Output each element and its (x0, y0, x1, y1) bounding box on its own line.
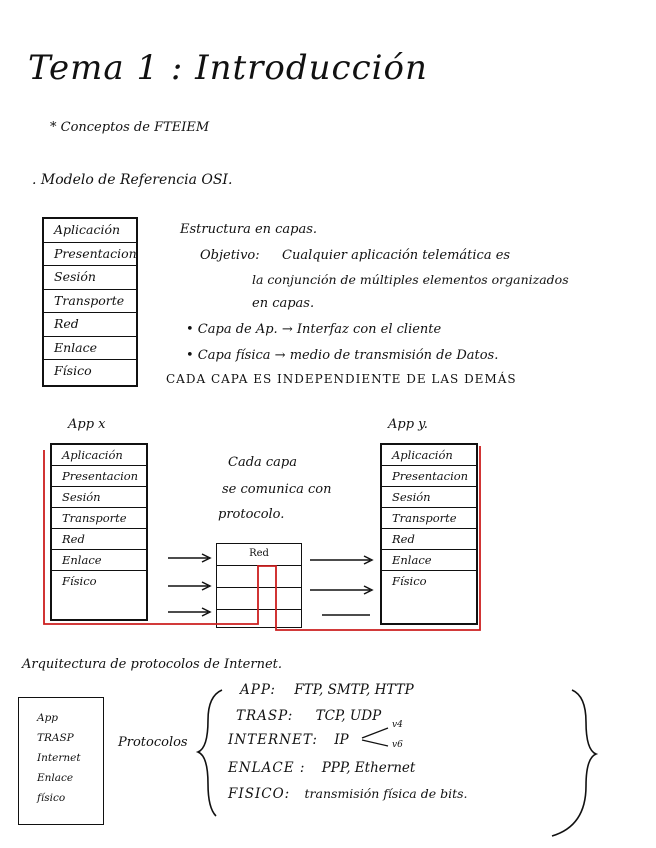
protocol-items: FTP, SMTP, HTTP (294, 682, 414, 698)
osi-layer: Enlace (382, 550, 476, 571)
app-x-label: App x (68, 417, 106, 432)
osi-layer: Presentacion (44, 243, 136, 267)
osi-layer: Transporte (44, 290, 136, 314)
osi-layer: Enlace (52, 550, 146, 571)
osi-layer: Enlace (44, 337, 136, 361)
osi-layer: Presentacion (382, 466, 476, 487)
protocol-row-app (240, 682, 414, 698)
osi-layer: Red (382, 529, 476, 550)
left-brace (198, 690, 222, 816)
osi-layer: Físico (392, 574, 427, 588)
note-estructura: Estructura en capas. (180, 222, 318, 237)
protocol-items: transmisión física de bits. (304, 786, 468, 801)
osi-heading: . Modelo de Referencia OSI. (32, 172, 233, 188)
osi-layer: Sesión (44, 266, 136, 290)
arch-layer: TRASP (37, 732, 74, 744)
osi-layer: Aplicación (382, 445, 476, 466)
ip-version-6: v6 (392, 740, 403, 750)
protocol-row-trasp (236, 708, 381, 724)
comm-note-1: Cada capa (228, 455, 298, 470)
osi-layer: Sesión (382, 487, 476, 508)
protocol-layer: TRASP: (236, 708, 294, 724)
osi-layer: Transporte (52, 508, 146, 529)
osi-layer: Aplicación (52, 445, 146, 466)
protocol-row-internet (228, 732, 349, 748)
osi-layer: Red (44, 313, 136, 337)
osi-layer: Transporte (382, 508, 476, 529)
protocol-items: TCP, UDP (315, 708, 382, 724)
note-objetivo-label: Objetivo: (200, 248, 260, 263)
right-brace (552, 690, 596, 836)
protocol-layer: ENLACE : (228, 760, 306, 776)
ip-version-4: v4 (392, 720, 403, 730)
osi-layer: Físico (62, 574, 97, 588)
arch-layer: Enlace (37, 772, 74, 784)
note-capa-ap: • Capa de Ap. → Interfaz con el cliente (186, 322, 442, 337)
protocol-layer: APP: (240, 682, 276, 698)
arch-layer: App (37, 712, 59, 724)
arch-layer: físico (37, 792, 66, 804)
protocol-layer: INTERNET: (228, 732, 318, 748)
arrows-right (310, 556, 372, 615)
ip-fork (362, 728, 388, 746)
protocol-items: IP (334, 732, 349, 748)
protocol-items: PPP, Ethernet (321, 760, 416, 776)
note-capa-fisica: • Capa física → medio de transmisión de Datos. (186, 348, 499, 363)
protocolos-label: Protocolos (118, 735, 188, 750)
osi-layer: Presentacion (52, 466, 146, 487)
comm-note-3: protocolo. (218, 507, 285, 522)
arrows-left (168, 554, 210, 616)
osi-layer: Aplicación (44, 219, 136, 243)
page-title: Tema 1 : Introducción (28, 48, 428, 88)
osi-layer: Sesión (52, 487, 146, 508)
arch-layer: Internet (37, 752, 81, 764)
red-route (44, 446, 480, 630)
note-independiente: CADA CAPA ES INDEPENDIENTE DE LAS DEMÁS (166, 372, 517, 386)
app-y-label: App y. (388, 417, 428, 432)
router-layer: Red (217, 544, 301, 566)
note-objetivo-1: Cualquier aplicación telemática es (282, 248, 511, 263)
protocol-row-enlace (228, 760, 415, 776)
osi-layer: Red (52, 529, 146, 550)
concepts-note: * Conceptos de FTEIEM (50, 120, 210, 135)
protocol-row-fisico (228, 786, 468, 802)
note-objetivo-3: en capas. (252, 296, 315, 311)
internet-arch-stack (18, 697, 104, 825)
protocol-layer: FISICO: (228, 786, 291, 802)
note-objetivo-2: la conjunción de múltiples elementos organizados (252, 272, 569, 287)
comm-note-2: se comunica con (222, 482, 332, 497)
osi-layer: Físico (54, 363, 92, 378)
internet-heading: Arquitectura de protocolos de Internet. (22, 657, 283, 672)
